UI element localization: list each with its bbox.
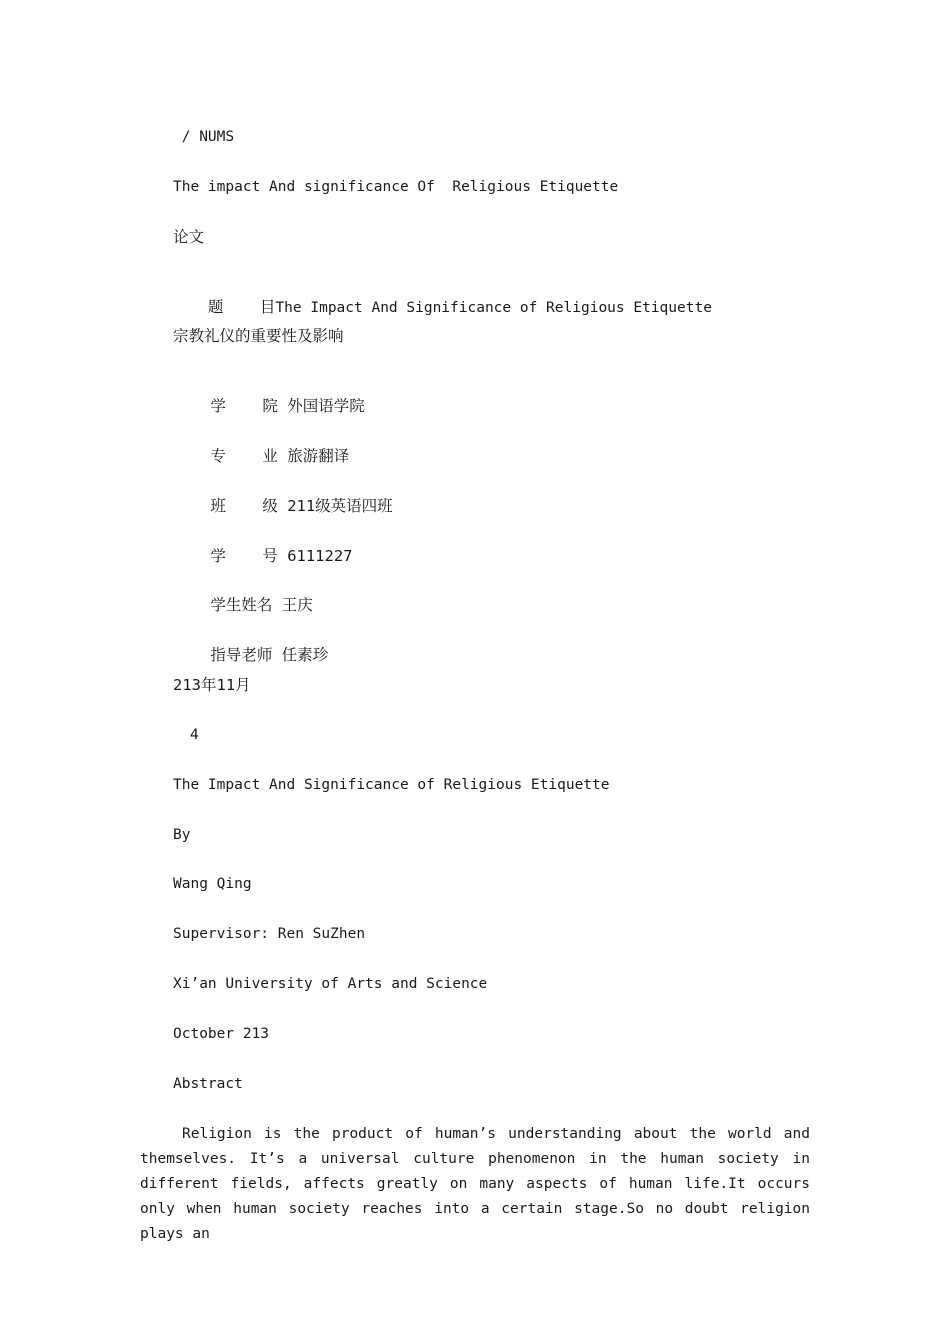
student-id-label-b: 号 bbox=[262, 547, 278, 565]
english-page-title: The Impact And Significance of Religious Etiquette bbox=[173, 777, 610, 793]
cover-date: 213年11月 bbox=[173, 676, 251, 694]
major-value: 旅游翻译 bbox=[287, 447, 350, 465]
abstract-paragraph: Religion is the product of human’s understanding about the world and themselves. It’s a universal culture phenomenon in the human society in different fields, affects greatly on many aspects of human life.It occurs only when human society reaches into a certain stage.So no doubt religion plays an bbox=[140, 1126, 810, 1242]
supervisor-line: Supervisor: Ren SuZhen bbox=[173, 926, 366, 942]
student-id-value: 6111227 bbox=[287, 547, 353, 565]
advisor-value: 任素珍 bbox=[281, 646, 329, 664]
title-value: The Impact And Significance of Religious Etiquette bbox=[275, 300, 712, 316]
advisor-label: 指导老师 bbox=[210, 646, 273, 664]
major-label-a: 专 bbox=[210, 447, 226, 465]
page-marker: 4 bbox=[190, 727, 199, 743]
header-nums: / NUMS bbox=[173, 129, 235, 145]
university-line: Xi’an University of Arts and Science bbox=[173, 976, 488, 992]
thesis-label: 论文 bbox=[173, 228, 205, 246]
college-label-a: 学 bbox=[210, 397, 226, 415]
class-label-b: 级 bbox=[262, 497, 278, 515]
english-title-line: The impact And significance Of Religious Etiquette bbox=[173, 179, 619, 195]
class-label-a: 班 bbox=[210, 497, 226, 515]
class-value: 211级英语四班 bbox=[287, 497, 393, 515]
student-name-value: 王庆 bbox=[281, 596, 313, 614]
chinese-title: 宗教礼仪的重要性及影响 bbox=[173, 327, 344, 345]
english-date: October 213 bbox=[173, 1026, 270, 1042]
major-label-b: 业 bbox=[262, 447, 278, 465]
college-label-b: 院 bbox=[262, 397, 278, 415]
student-id-label-a: 学 bbox=[210, 547, 226, 565]
college-value: 外国语学院 bbox=[287, 397, 365, 415]
by-line: By bbox=[173, 827, 191, 843]
author-name: Wang Qing bbox=[173, 876, 252, 892]
abstract-heading: Abstract bbox=[173, 1076, 243, 1092]
student-name-label: 学生姓名 bbox=[210, 596, 273, 614]
title-label-a: 题 bbox=[207, 298, 224, 316]
title-label-b: 目 bbox=[259, 298, 276, 316]
